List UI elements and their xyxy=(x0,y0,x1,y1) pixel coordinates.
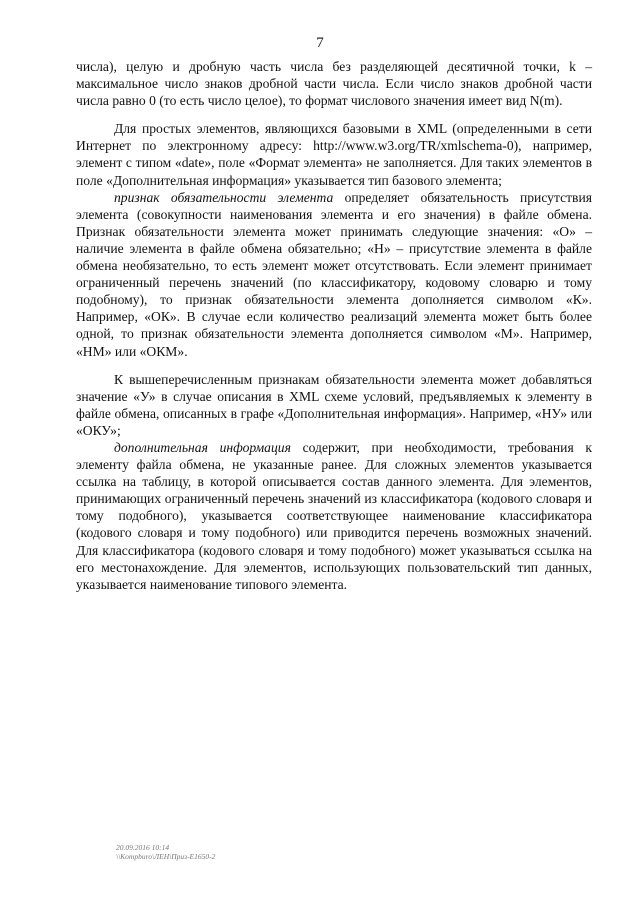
paragraph-mandatory-attribute-text: определяет обязательность присутствия элемента (совокупности наименования элемента и его значения) в файле обмена. Признак обязательности элемента может принимать следующие значения: «О» – наличие элемента в файле обмена обязательно; «Н» – присутствие элемента в файле обмена необязательно, то есть элемент может отсутствовать. Если элемент принимает ограниченный перечень значений (по классификатору, кодовому словарю и тому подобному), то признак обязательности элемента дополняется символом «К». Например, «ОК». В случае если количество реализаций элемента может быть более одной, то признак обязательности элемента дополняется символом «М». Например, «НМ» или «ОКМ». xyxy=(76,189,593,359)
paragraph-simple-elements-text: Для простых элементов, являющихся базовыми в XML (определенными в сети Интернет по электронному адресу: http://www.w3.org/TR/xmlschema-0), например, элемент с типом «date», поле «Формат элемента» не заполняется. Для таких элементов в поле «Дополнительная информация» указывается тип базового элемента; xyxy=(76,121,592,188)
footer-print-stamp xyxy=(116,843,215,861)
footer-timestamp: 20.09.2016 10:14 xyxy=(116,843,170,852)
paragraph-mandatory-attribute xyxy=(76,189,592,360)
footer-file-path: \\Kompburo\ЛЕН\Приз-Е1650-2 xyxy=(116,852,216,861)
document-body xyxy=(76,58,592,593)
paragraph-simple-elements xyxy=(76,120,592,188)
paragraph-additional-info-text: содержит, при необходимости, требования к элементу файла обмена, не указанные ранее. Для сложных элементов указывается ссылка на таблицу, в которой описывается состав данного элемента. Для элементов, принимающих ограниченный перечень значений из классификатора (кодового словаря и тому подобного), указывается соответствующее наименование классификатора (кодового словаря и тому подобного) или приводится перечень возможных значений. Для классификатора (кодового словаря и тому подобного) может указываться ссылка на его местонахождение. Для элементов, использующих пользовательский тип данных, указывается наименование типового элемента. xyxy=(76,439,593,592)
term-additional-info: дополнительная информация xyxy=(114,439,291,455)
paragraph-conditional-value: К вышеперечисленным признакам обязательности элемента может добавляться значение «У» в случае описания в XML схеме условий, предъявляемых к элементу в файле обмена, описанных в графе «Дополнительная информация». Например, «НУ» или «ОКУ»; xyxy=(76,371,592,438)
paragraph-number-format: числа), целую и дробную часть числа без разделяющей десятичной точки, k – максимальное число знаков дробной части числа. Если число знаков дробной части числа равно 0 (то есть число целое), то формат числового значения имеет вид N(m). xyxy=(76,59,592,109)
paragraph-additional-info xyxy=(76,439,592,593)
page-number: 7 xyxy=(316,35,324,51)
term-mandatory-attribute: признак обязательности элемента xyxy=(114,189,334,205)
